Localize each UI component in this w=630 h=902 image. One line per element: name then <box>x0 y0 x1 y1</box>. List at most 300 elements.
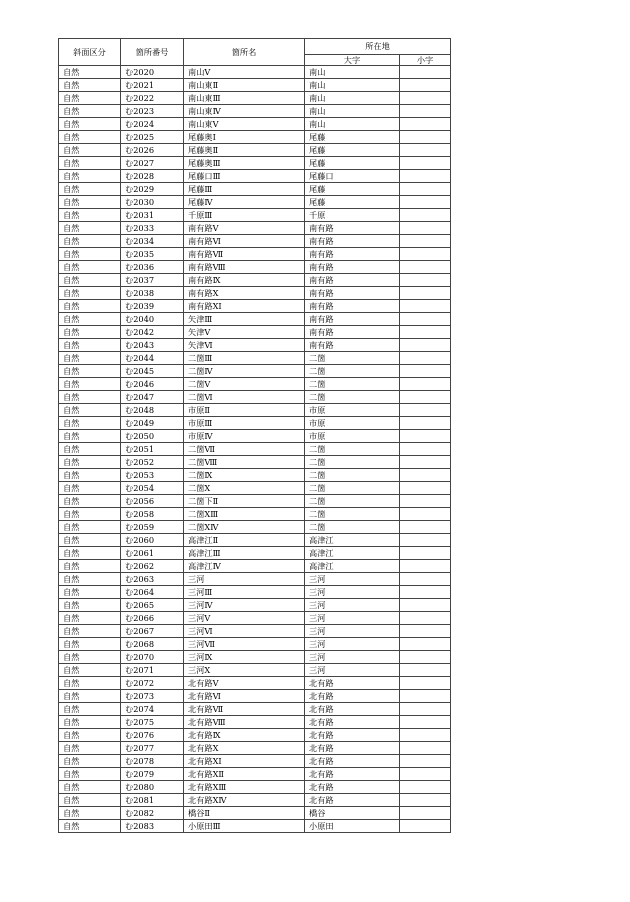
cell-koaza <box>400 742 451 755</box>
cell-name: 南山東Ⅳ <box>184 105 305 118</box>
table-row <box>59 755 451 768</box>
cell-kubun: 自然 <box>59 638 121 651</box>
cell-name: 三河Ⅹ <box>184 664 305 677</box>
cell-name: 北有路ⅩⅢ <box>184 781 305 794</box>
cell-koaza <box>400 417 451 430</box>
table-row <box>59 300 451 313</box>
cell-koaza <box>400 794 451 807</box>
cell-oaza: 高津江 <box>305 560 400 573</box>
cell-number: む2040 <box>121 313 184 326</box>
table-row <box>59 820 451 833</box>
cell-number: む2071 <box>121 664 184 677</box>
header-kubun: 斜面区分 <box>59 39 121 66</box>
cell-koaza <box>400 430 451 443</box>
cell-name: 尾藤口Ⅲ <box>184 170 305 183</box>
cell-name: 矢津Ⅵ <box>184 339 305 352</box>
cell-oaza: 千原 <box>305 209 400 222</box>
cell-number: む2029 <box>121 183 184 196</box>
cell-oaza: 北有路 <box>305 794 400 807</box>
cell-kubun: 自然 <box>59 794 121 807</box>
cell-number: む2074 <box>121 703 184 716</box>
cell-koaza <box>400 157 451 170</box>
table-row <box>59 144 451 157</box>
cell-number: む2070 <box>121 651 184 664</box>
cell-kubun: 自然 <box>59 92 121 105</box>
cell-oaza: 尾藤 <box>305 144 400 157</box>
cell-koaza <box>400 547 451 560</box>
cell-number: む2033 <box>121 222 184 235</box>
cell-number: む2044 <box>121 352 184 365</box>
cell-koaza <box>400 599 451 612</box>
cell-kubun: 自然 <box>59 157 121 170</box>
cell-oaza: 三河 <box>305 625 400 638</box>
table-row <box>59 612 451 625</box>
cell-koaza <box>400 261 451 274</box>
cell-koaza <box>400 820 451 833</box>
cell-number: む2050 <box>121 430 184 443</box>
cell-number: む2046 <box>121 378 184 391</box>
cell-number: む2072 <box>121 677 184 690</box>
table-row <box>59 768 451 781</box>
cell-name: 尾藤奥Ⅲ <box>184 157 305 170</box>
cell-name: 二箇Ⅳ <box>184 365 305 378</box>
cell-kubun: 自然 <box>59 170 121 183</box>
cell-koaza <box>400 573 451 586</box>
cell-koaza <box>400 690 451 703</box>
table-row <box>59 638 451 651</box>
cell-koaza <box>400 209 451 222</box>
cell-name: 矢津Ⅴ <box>184 326 305 339</box>
cell-kubun: 自然 <box>59 391 121 404</box>
table-row <box>59 66 451 79</box>
cell-kubun: 自然 <box>59 261 121 274</box>
table-row <box>59 469 451 482</box>
cell-oaza: 南有路 <box>305 300 400 313</box>
cell-kubun: 自然 <box>59 118 121 131</box>
header-koaza: 小字 <box>400 55 451 66</box>
table-row <box>59 157 451 170</box>
cell-koaza <box>400 625 451 638</box>
cell-kubun: 自然 <box>59 664 121 677</box>
cell-name: 北有路Ⅶ <box>184 703 305 716</box>
cell-number: む2058 <box>121 508 184 521</box>
cell-koaza <box>400 768 451 781</box>
table-row <box>59 365 451 378</box>
cell-name: 北有路ⅩⅠ <box>184 755 305 768</box>
table-row <box>59 274 451 287</box>
cell-kubun: 自然 <box>59 196 121 209</box>
cell-name: 三河Ⅶ <box>184 638 305 651</box>
cell-kubun: 自然 <box>59 131 121 144</box>
cell-kubun: 自然 <box>59 495 121 508</box>
cell-oaza: 市原 <box>305 430 400 443</box>
cell-number: む2082 <box>121 807 184 820</box>
cell-oaza: 尾藤 <box>305 183 400 196</box>
cell-name: 南山東Ⅱ <box>184 79 305 92</box>
cell-oaza: 尾藤口 <box>305 170 400 183</box>
cell-number: む2026 <box>121 144 184 157</box>
cell-oaza: 市原 <box>305 417 400 430</box>
cell-oaza: 南有路 <box>305 248 400 261</box>
cell-number: む2081 <box>121 794 184 807</box>
table-row <box>59 495 451 508</box>
cell-kubun: 自然 <box>59 79 121 92</box>
table-row <box>59 352 451 365</box>
cell-kubun: 自然 <box>59 690 121 703</box>
cell-oaza: 南有路 <box>305 261 400 274</box>
cell-name: 二箇Ⅵ <box>184 391 305 404</box>
cell-koaza <box>400 664 451 677</box>
cell-name: 北有路ⅩⅣ <box>184 794 305 807</box>
cell-number: む2037 <box>121 274 184 287</box>
cell-number: む2073 <box>121 690 184 703</box>
cell-number: む2038 <box>121 287 184 300</box>
cell-number: む2067 <box>121 625 184 638</box>
table-row <box>59 534 451 547</box>
cell-oaza: 高津江 <box>305 547 400 560</box>
table-row <box>59 430 451 443</box>
cell-koaza <box>400 326 451 339</box>
cell-kubun: 自然 <box>59 742 121 755</box>
table-row <box>59 222 451 235</box>
cell-number: む2059 <box>121 521 184 534</box>
table-row <box>59 313 451 326</box>
cell-koaza <box>400 404 451 417</box>
cell-oaza: 北有路 <box>305 755 400 768</box>
cell-koaza <box>400 118 451 131</box>
cell-kubun: 自然 <box>59 430 121 443</box>
table-row <box>59 703 451 716</box>
cell-name: 南山東Ⅴ <box>184 118 305 131</box>
cell-number: む2076 <box>121 729 184 742</box>
cell-oaza: 北有路 <box>305 742 400 755</box>
table-row <box>59 287 451 300</box>
cell-koaza <box>400 729 451 742</box>
cell-name: 尾藤奥Ⅰ <box>184 131 305 144</box>
cell-oaza: 南有路 <box>305 326 400 339</box>
cell-number: む2031 <box>121 209 184 222</box>
cell-koaza <box>400 66 451 79</box>
cell-name: 北有路Ⅸ <box>184 729 305 742</box>
cell-kubun: 自然 <box>59 417 121 430</box>
cell-name: 尾藤奥Ⅱ <box>184 144 305 157</box>
cell-oaza: 三河 <box>305 599 400 612</box>
cell-kubun: 自然 <box>59 508 121 521</box>
cell-name: 尾藤Ⅲ <box>184 183 305 196</box>
table-row <box>59 235 451 248</box>
cell-number: む2080 <box>121 781 184 794</box>
cell-oaza: 二箇 <box>305 508 400 521</box>
cell-name: 北有路Ⅷ <box>184 716 305 729</box>
table-row <box>59 209 451 222</box>
cell-kubun: 自然 <box>59 248 121 261</box>
cell-kubun: 自然 <box>59 573 121 586</box>
cell-kubun: 自然 <box>59 482 121 495</box>
cell-name: 市原Ⅲ <box>184 417 305 430</box>
cell-number: む2075 <box>121 716 184 729</box>
cell-name: 北有路Ⅹ <box>184 742 305 755</box>
header-location: 所在地 <box>305 39 451 55</box>
table-row <box>59 677 451 690</box>
cell-oaza: 三河 <box>305 638 400 651</box>
cell-number: む2078 <box>121 755 184 768</box>
cell-number: む2077 <box>121 742 184 755</box>
cell-koaza <box>400 456 451 469</box>
cell-name: 二箇Ⅴ <box>184 378 305 391</box>
cell-koaza <box>400 365 451 378</box>
cell-oaza: 北有路 <box>305 703 400 716</box>
cell-kubun: 自然 <box>59 378 121 391</box>
cell-name: 三河Ⅴ <box>184 612 305 625</box>
cell-number: む2064 <box>121 586 184 599</box>
header-oaza: 大字 <box>305 55 400 66</box>
cell-kubun: 自然 <box>59 820 121 833</box>
cell-kubun: 自然 <box>59 612 121 625</box>
cell-oaza: 尾藤 <box>305 157 400 170</box>
cell-number: む2022 <box>121 92 184 105</box>
cell-name: 高津江Ⅱ <box>184 534 305 547</box>
cell-number: む2042 <box>121 326 184 339</box>
cell-koaza <box>400 716 451 729</box>
cell-oaza: 市原 <box>305 404 400 417</box>
cell-name: 橋谷Ⅱ <box>184 807 305 820</box>
cell-number: む2052 <box>121 456 184 469</box>
cell-oaza: 高津江 <box>305 534 400 547</box>
table-row <box>59 391 451 404</box>
cell-koaza <box>400 443 451 456</box>
cell-number: む2083 <box>121 820 184 833</box>
table-body <box>59 66 451 833</box>
cell-koaza <box>400 469 451 482</box>
cell-name: 三河Ⅳ <box>184 599 305 612</box>
cell-kubun: 自然 <box>59 586 121 599</box>
cell-kubun: 自然 <box>59 768 121 781</box>
table-row <box>59 521 451 534</box>
cell-name: 三河Ⅵ <box>184 625 305 638</box>
table-row <box>59 586 451 599</box>
cell-kubun: 自然 <box>59 547 121 560</box>
cell-name: 小原田Ⅲ <box>184 820 305 833</box>
cell-name: 高津江Ⅲ <box>184 547 305 560</box>
cell-name: 三河Ⅲ <box>184 586 305 599</box>
table-row <box>59 560 451 573</box>
cell-oaza: 二箇 <box>305 456 400 469</box>
cell-koaza <box>400 508 451 521</box>
cell-koaza <box>400 274 451 287</box>
table-row <box>59 170 451 183</box>
cell-koaza <box>400 391 451 404</box>
cell-name: 南山Ⅴ <box>184 66 305 79</box>
cell-oaza: 二箇 <box>305 391 400 404</box>
cell-koaza <box>400 235 451 248</box>
cell-kubun: 自然 <box>59 235 121 248</box>
cell-number: む2023 <box>121 105 184 118</box>
cell-name: 千原Ⅲ <box>184 209 305 222</box>
table-row <box>59 651 451 664</box>
cell-kubun: 自然 <box>59 365 121 378</box>
cell-number: む2051 <box>121 443 184 456</box>
cell-kubun: 自然 <box>59 599 121 612</box>
cell-oaza: 南有路 <box>305 313 400 326</box>
table-row <box>59 547 451 560</box>
cell-koaza <box>400 196 451 209</box>
cell-koaza <box>400 677 451 690</box>
cell-kubun: 自然 <box>59 781 121 794</box>
cell-koaza <box>400 287 451 300</box>
table-row <box>59 729 451 742</box>
cell-number: む2061 <box>121 547 184 560</box>
cell-oaza: 二箇 <box>305 482 400 495</box>
cell-koaza <box>400 313 451 326</box>
cell-kubun: 自然 <box>59 521 121 534</box>
cell-oaza: 南有路 <box>305 274 400 287</box>
cell-koaza <box>400 378 451 391</box>
cell-kubun: 自然 <box>59 729 121 742</box>
cell-koaza <box>400 300 451 313</box>
cell-oaza: 二箇 <box>305 378 400 391</box>
cell-oaza: 三河 <box>305 651 400 664</box>
cell-oaza: 三河 <box>305 612 400 625</box>
table-row <box>59 781 451 794</box>
cell-name: 二箇Ⅷ <box>184 456 305 469</box>
cell-name: 二箇下Ⅱ <box>184 495 305 508</box>
cell-kubun: 自然 <box>59 339 121 352</box>
cell-number: む2049 <box>121 417 184 430</box>
cell-kubun: 自然 <box>59 807 121 820</box>
table-row <box>59 196 451 209</box>
cell-name: 北有路Ⅵ <box>184 690 305 703</box>
cell-oaza: 小原田 <box>305 820 400 833</box>
cell-number: む2079 <box>121 768 184 781</box>
cell-koaza <box>400 807 451 820</box>
cell-kubun: 自然 <box>59 274 121 287</box>
cell-kubun: 自然 <box>59 222 121 235</box>
cell-kubun: 自然 <box>59 144 121 157</box>
table-row <box>59 79 451 92</box>
cell-koaza <box>400 183 451 196</box>
slope-list-table <box>58 38 451 833</box>
cell-kubun: 自然 <box>59 313 121 326</box>
cell-koaza <box>400 638 451 651</box>
cell-oaza: 三河 <box>305 664 400 677</box>
cell-kubun: 自然 <box>59 651 121 664</box>
table-row <box>59 443 451 456</box>
table-row <box>59 105 451 118</box>
cell-name: 二箇Ⅹ <box>184 482 305 495</box>
cell-name: 尾藤Ⅳ <box>184 196 305 209</box>
cell-name: 南有路ⅩⅠ <box>184 300 305 313</box>
cell-name: 南有路Ⅷ <box>184 261 305 274</box>
cell-name: 北有路ⅩⅡ <box>184 768 305 781</box>
table-row <box>59 404 451 417</box>
cell-koaza <box>400 352 451 365</box>
cell-kubun: 自然 <box>59 716 121 729</box>
cell-number: む2066 <box>121 612 184 625</box>
table-row <box>59 326 451 339</box>
cell-number: む2054 <box>121 482 184 495</box>
cell-name: 三河 <box>184 573 305 586</box>
table-row <box>59 118 451 131</box>
cell-name: 二箇Ⅶ <box>184 443 305 456</box>
cell-name: 高津江Ⅳ <box>184 560 305 573</box>
table-row <box>59 339 451 352</box>
table-row <box>59 417 451 430</box>
cell-name: 二箇ⅩⅢ <box>184 508 305 521</box>
cell-name: 南有路Ⅵ <box>184 235 305 248</box>
cell-number: む2062 <box>121 560 184 573</box>
cell-kubun: 自然 <box>59 300 121 313</box>
cell-koaza <box>400 339 451 352</box>
cell-number: む2024 <box>121 118 184 131</box>
cell-kubun: 自然 <box>59 209 121 222</box>
cell-koaza <box>400 560 451 573</box>
cell-name: 二箇Ⅲ <box>184 352 305 365</box>
cell-name: 南有路Ⅸ <box>184 274 305 287</box>
cell-oaza: 二箇 <box>305 365 400 378</box>
cell-oaza: 南有路 <box>305 222 400 235</box>
cell-oaza: 二箇 <box>305 469 400 482</box>
cell-koaza <box>400 79 451 92</box>
cell-koaza <box>400 651 451 664</box>
cell-oaza: 南有路 <box>305 287 400 300</box>
table-row <box>59 742 451 755</box>
cell-koaza <box>400 131 451 144</box>
cell-oaza: 南山 <box>305 118 400 131</box>
cell-kubun: 自然 <box>59 66 121 79</box>
cell-number: む2036 <box>121 261 184 274</box>
cell-koaza <box>400 222 451 235</box>
table-row <box>59 378 451 391</box>
cell-kubun: 自然 <box>59 703 121 716</box>
cell-oaza: 南山 <box>305 92 400 105</box>
table-row <box>59 599 451 612</box>
cell-number: む2021 <box>121 79 184 92</box>
cell-oaza: 三河 <box>305 586 400 599</box>
table-row <box>59 690 451 703</box>
table-row <box>59 482 451 495</box>
cell-number: む2063 <box>121 573 184 586</box>
header-number: 箇所番号 <box>121 39 184 66</box>
cell-kubun: 自然 <box>59 755 121 768</box>
cell-koaza <box>400 144 451 157</box>
cell-kubun: 自然 <box>59 326 121 339</box>
cell-koaza <box>400 612 451 625</box>
cell-kubun: 自然 <box>59 560 121 573</box>
cell-koaza <box>400 586 451 599</box>
cell-kubun: 自然 <box>59 469 121 482</box>
cell-koaza <box>400 170 451 183</box>
cell-number: む2039 <box>121 300 184 313</box>
cell-number: む2025 <box>121 131 184 144</box>
cell-oaza: 尾藤 <box>305 131 400 144</box>
table-row <box>59 508 451 521</box>
table-row <box>59 625 451 638</box>
table-header <box>59 39 451 66</box>
cell-oaza: 二箇 <box>305 352 400 365</box>
cell-number: む2048 <box>121 404 184 417</box>
cell-number: む2060 <box>121 534 184 547</box>
cell-number: む2056 <box>121 495 184 508</box>
table-row <box>59 807 451 820</box>
header-name: 箇所名 <box>184 39 305 66</box>
cell-name: 二箇ⅩⅣ <box>184 521 305 534</box>
cell-koaza <box>400 92 451 105</box>
table-row <box>59 716 451 729</box>
cell-koaza <box>400 703 451 716</box>
cell-oaza: 南山 <box>305 66 400 79</box>
cell-name: 市原Ⅳ <box>184 430 305 443</box>
cell-number: む2028 <box>121 170 184 183</box>
